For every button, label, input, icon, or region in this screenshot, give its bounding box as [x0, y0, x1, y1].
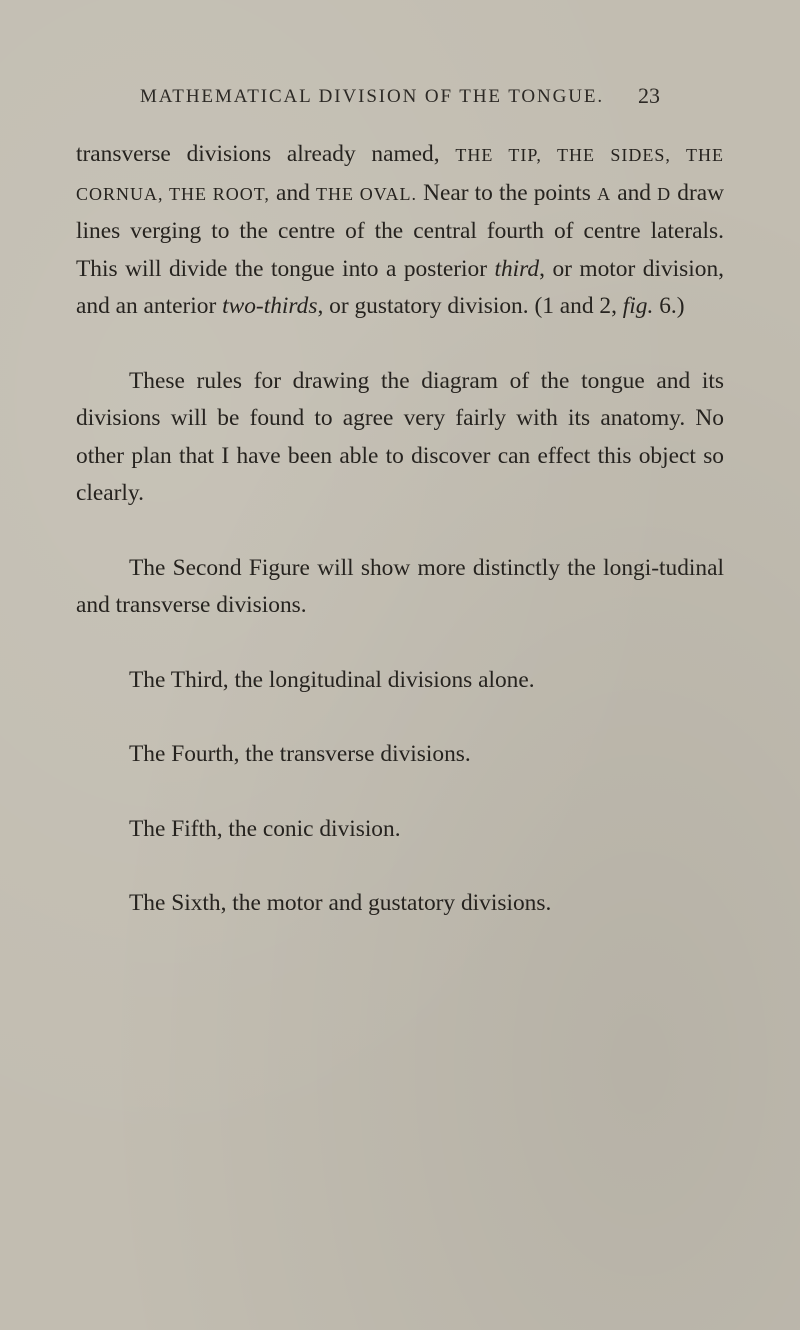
p1-italic-1: third — [494, 255, 540, 282]
chapter-title: MATHEMATICAL DIVISION OF THE TONGUE. — [140, 86, 605, 107]
p1-text-1: transverse divisions already named, — [76, 141, 456, 167]
p1-smallcaps-3: A — [597, 183, 612, 204]
p1-text-6: , or motor division, and an anterior — [76, 255, 724, 319]
paragraph-4: The Third, the longitudinal divisions alone. — [129, 666, 535, 693]
paragraph-7: The Sixth, the motor and gustatory divisions. — [129, 890, 552, 916]
paragraph-1 — [76, 136, 724, 326]
p1-text-5: draw lines verging to the centre of the central fourth of centre laterals. This will divide the tongue into a posterior — [76, 179, 725, 282]
p1-text-8: 6.) — [653, 293, 685, 319]
body-text — [76, 136, 724, 960]
paragraph-3: The Second Figure will show more distinctly the longi-tudinal and transverse divisions. — [76, 554, 724, 618]
p1-smallcaps-4: D — [657, 183, 672, 204]
paragraph-5: The Fourth, the transverse divisions. — [129, 741, 471, 767]
p1-text-3: Near to the points — [416, 179, 598, 206]
p1-italic-2: two-thirds — [222, 293, 318, 319]
p1-smallcaps-2: THE OVAL. — [315, 183, 417, 204]
p1-text-2: and — [269, 179, 316, 206]
page-number: 23 — [638, 83, 660, 108]
p1-text-4: and — [611, 179, 658, 206]
p1-text-7: , or gustatory division. (1 and 2, — [317, 293, 623, 319]
p1-smallcaps-1: THE TIP, THE SIDES, THE CORNUA, THE ROOT, — [76, 145, 724, 204]
p1-italic-3: fig. — [622, 293, 654, 319]
paragraph-2: These rules for drawing the diagram of the tongue and its divisions will be found to agree very fairly with its anatomy. No other plan that I have been able to discover can effect this object so clearly. — [76, 367, 724, 506]
paragraph-6: The Fifth, the conic division. — [129, 815, 401, 842]
running-head — [140, 83, 660, 116]
